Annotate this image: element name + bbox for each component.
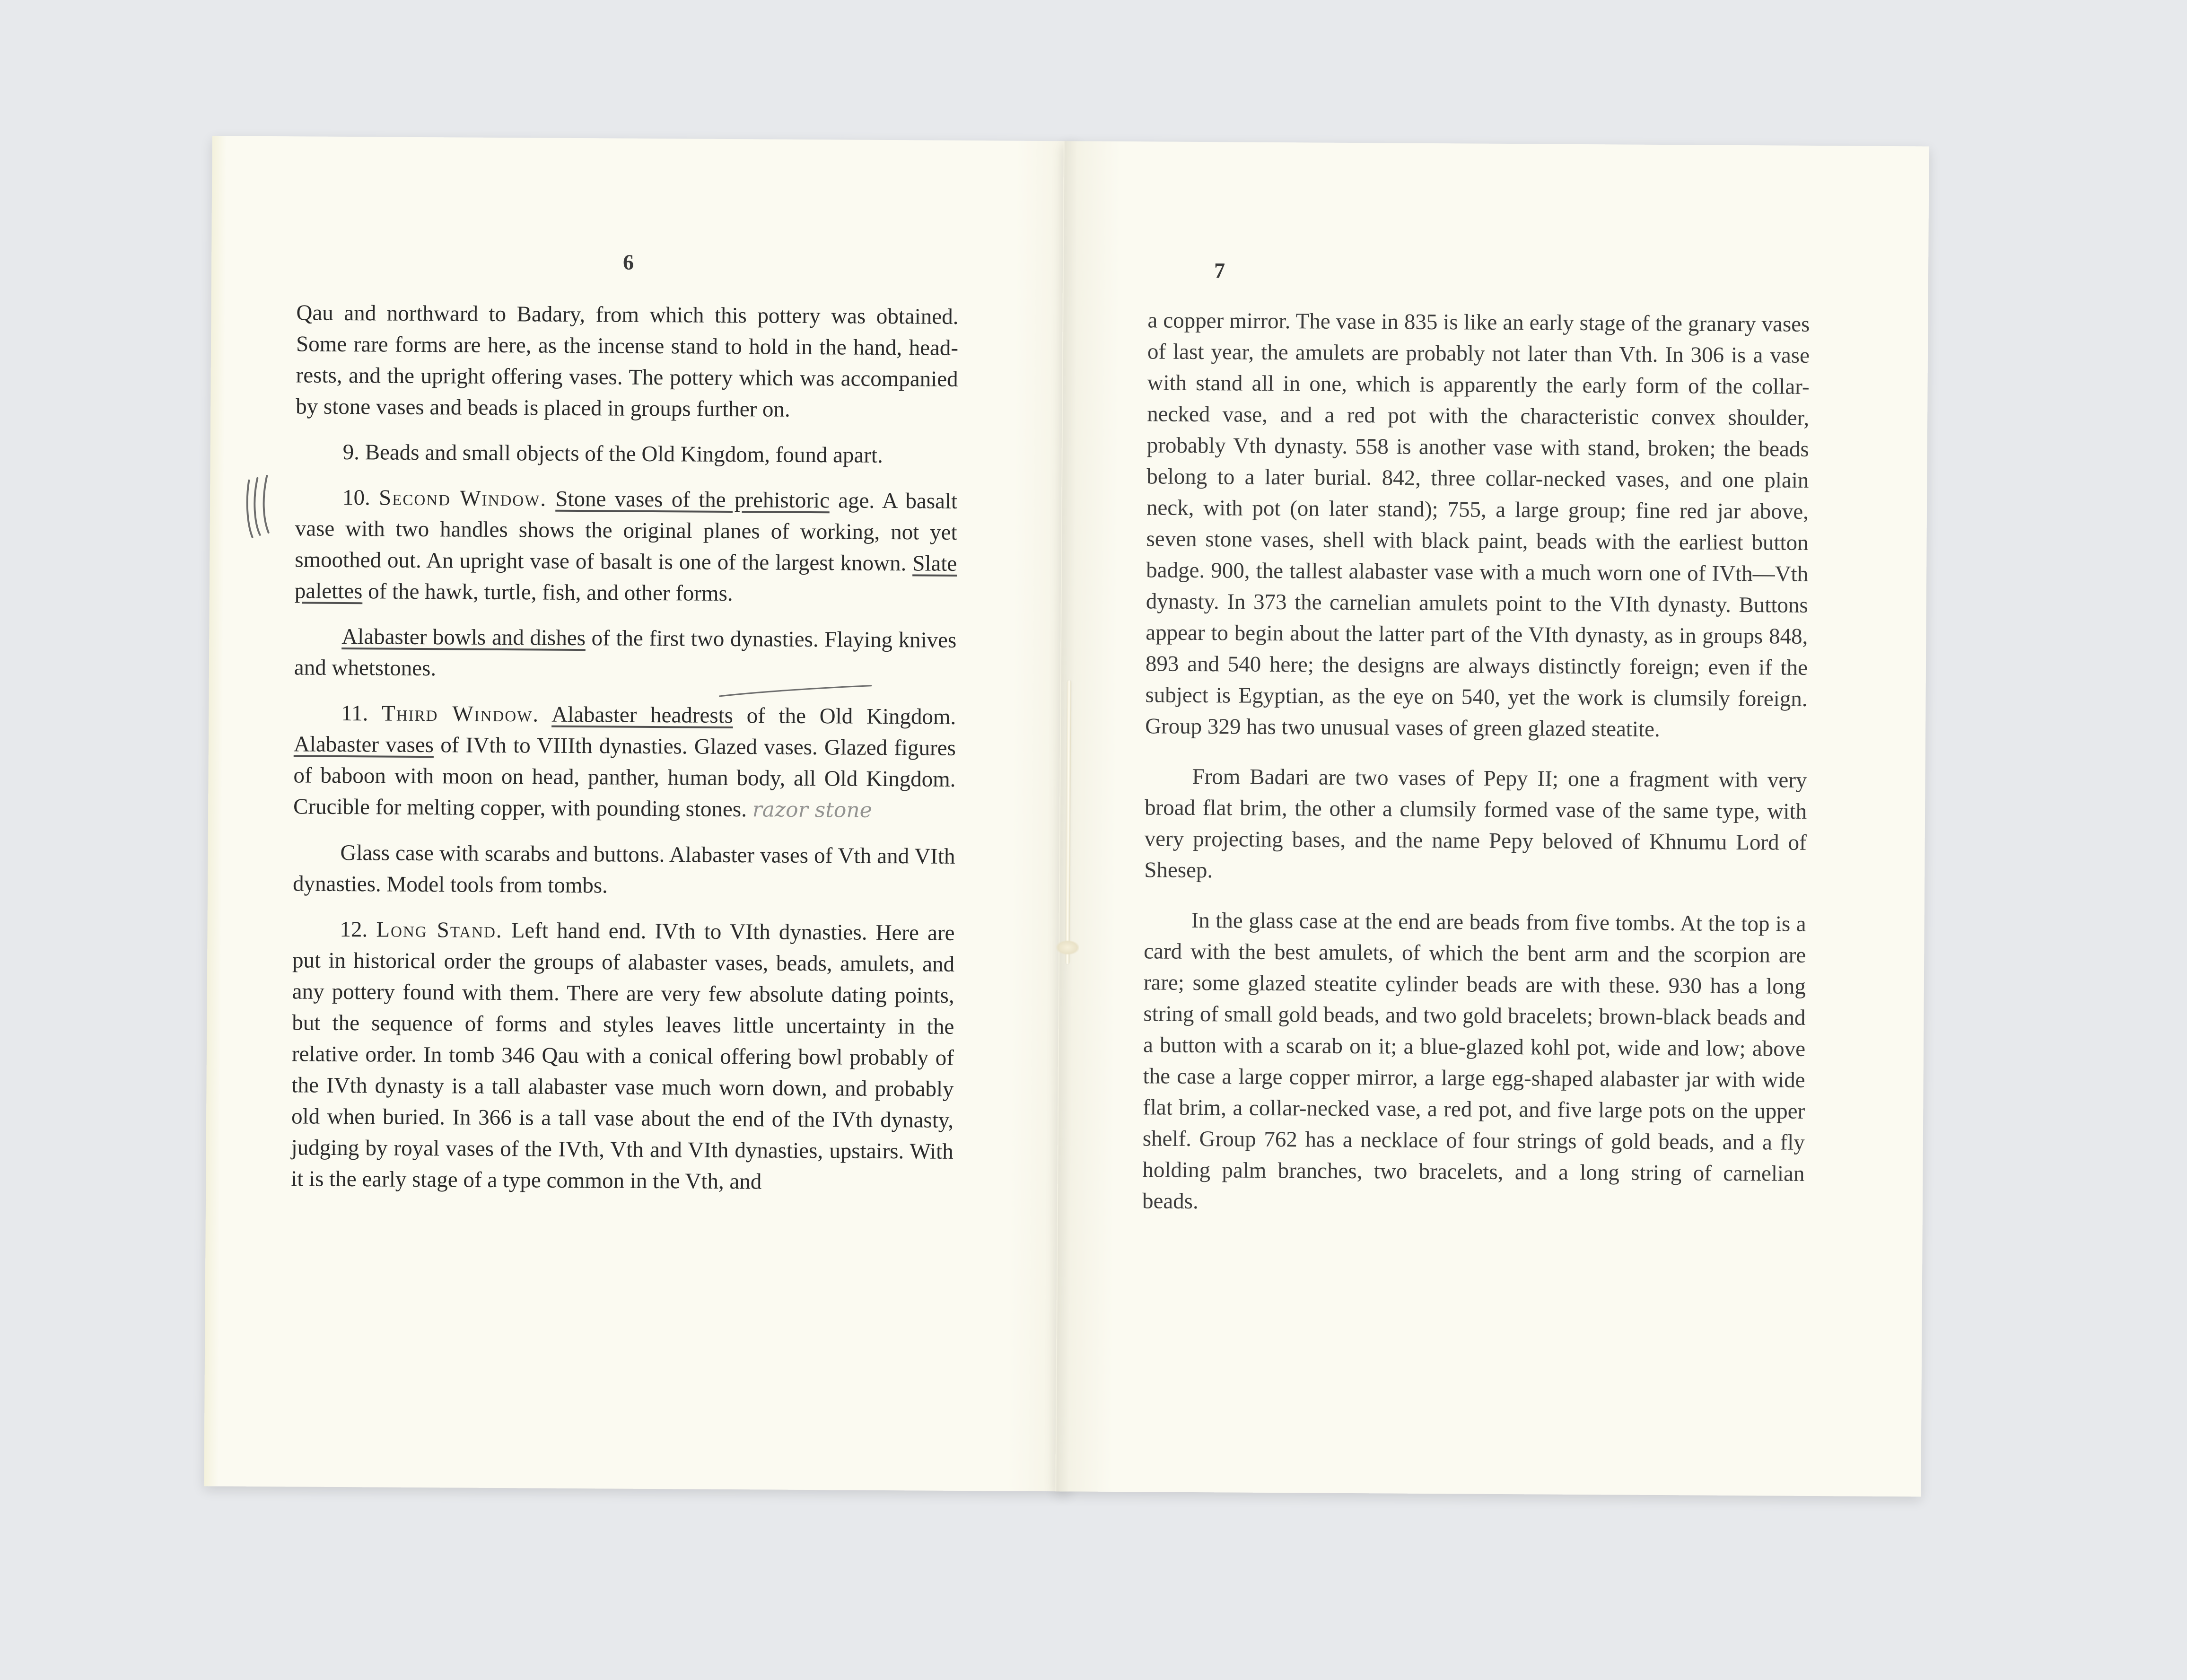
paragraph-text: age. A basalt vase with two handles shows the original planes of working, not yet smoothed out. An upright vase of basalt is one of the largest known. [295,488,958,576]
paragraph: a copper mirror. The vase in 835 is like an early stage of the granary vases of last year, the amulets are probably not later than Vth. In 306 is a vase with stand all in one, which is apparently the early form of the collar-necked vase, and a red pot with the characteristic convex shoulder, probably Vth dynasty. 558 is another vase with stand, broken; the beads belong to a later burial. 842, three collar-necked vases, and one plain neck, with pot (on later stand); 755, a large group; fine red jar above, seven stone vases, shell with black paint, beads with the earliest button badge. 900, the tallest alabaster vase with a much worn one of IVth—Vth dynasty. In 373 the carnelian amulets point to the VIth dynasty. Buttons appear to begin about the latter part of the VIth dynasty, as in groups 848, 893 and 540 here; the designs are always distinctly foreign; even if the subject is Egyptian, as the eye on 540, yet the work is clumsily foreign. Group 329 has two unusual vases of green glazed steatite. [1145,308,1810,742]
paragraph: In the glass case at the end are beads from five tombs. At the top is a card with the best amulets, of which the bent arm and the scorpion are rare; some glazed steatite cylinder beads are with these. 930 has a long string of small gold beads, and two gold bracelets; brown-black beads and a button with a scarab on it; a blue-glazed kohl pot, wide and low; above the case a large copper mirror, a large egg-shaped alabaster jar with wide flat brim, a collar-necked vase, a red pot, and five large pots on the upper shelf. Group 762 has a necklace of four strings of gold beads, and a fly holding palm branches, two bracelets, and a long string of carnelian beads. [1142,908,1806,1214]
right-page-body [1142,305,1810,1235]
paragraph-text: of the first two dynasties. Flaying knives and whetstones. [294,626,957,681]
section-heading: Third Window. [381,701,540,727]
item-number: 11. [341,700,368,726]
page-number: 7 [1214,258,1225,283]
underlined-phrase: Slate palettes [294,551,957,604]
right-page [1055,141,1929,1496]
page-number: 6 [622,250,634,274]
underlined-phrase: Alabaster vases [293,732,434,758]
paragraph: From Badari are two vases of Pepy II; one a fragment with very broad flat brim, the other a clumsily formed vase of the same type, with very projecting bases, and the name Pepy beloved of Khnumu Lord of Shesep. [1144,764,1807,883]
paragraph-text: of the hawk, turtle, fish, and other forms. [362,579,733,606]
paragraph: 9. Beads and small objects of the Old Kingdom, found apart. [342,439,883,468]
underlined-phrase: Alabaster headrests [551,702,734,728]
paragraph [294,621,957,687]
item-number: 12. [340,917,368,942]
section-heading: Long Stand. [376,917,503,943]
left-page-body [291,297,959,1213]
paragraph-text: of the Old Kingdom. [733,703,956,729]
paragraph-long-stand [291,913,955,1199]
paragraph-third-window [293,697,956,827]
pencil-margin-mark [244,471,278,542]
paragraph-text: of IVth to VIIIth dynasties. Glazed vases. Glazed figures of baboon with moon on head, panther, human body, all Old Kingdom. Crucible for melting copper, with pounding stones. [293,733,956,822]
paragraph: Glass case with scarabs and buttons. Alabaster vases of Vth and VIth dynasties. Model tools from tombs. [292,840,955,898]
underlined-phrase: Alabaster bowls and dishes [341,624,586,651]
paragraph: Qau and northward to Badary, from which this pottery was obtained. Some rare forms are here, as the incense stand to hold in the hand, head-rests, and the upright offering vases. The pottery which was accompanied by stone vases and beads is placed in groups further on. [296,300,959,422]
pencil-annotation: razor stone [752,797,872,822]
binding-knot [1056,940,1079,954]
left-page [204,136,1077,1491]
paragraph-second-window [295,481,958,611]
underlined-phrase: Stone vases of the prehistoric [555,486,830,513]
open-booklet [204,136,2187,1498]
pencil-stroke [715,683,875,703]
paragraph-text: Left hand end. IVth to VIth dynasties. Here are put in historical order the groups of alabaster vases, beads, amulets, and any pottery found with them. There are very few absolute dating points, but the sequence of forms and styles leaves little uncertainty in the relative order. In tomb 346 Qau with a conical offering bowl probably of the IVth dynasty is a tall alabaster vase much worn down, and probably old when buried. In 366 is a tall vase about the end of the IVth dynasty, judging by royal vases of the IVth, Vth and VIth dynasties, upstairs. With it is the early stage of a type common in the Vth, and [291,918,955,1194]
section-heading: Second Window. [378,485,547,511]
item-number: 10. [342,485,371,510]
